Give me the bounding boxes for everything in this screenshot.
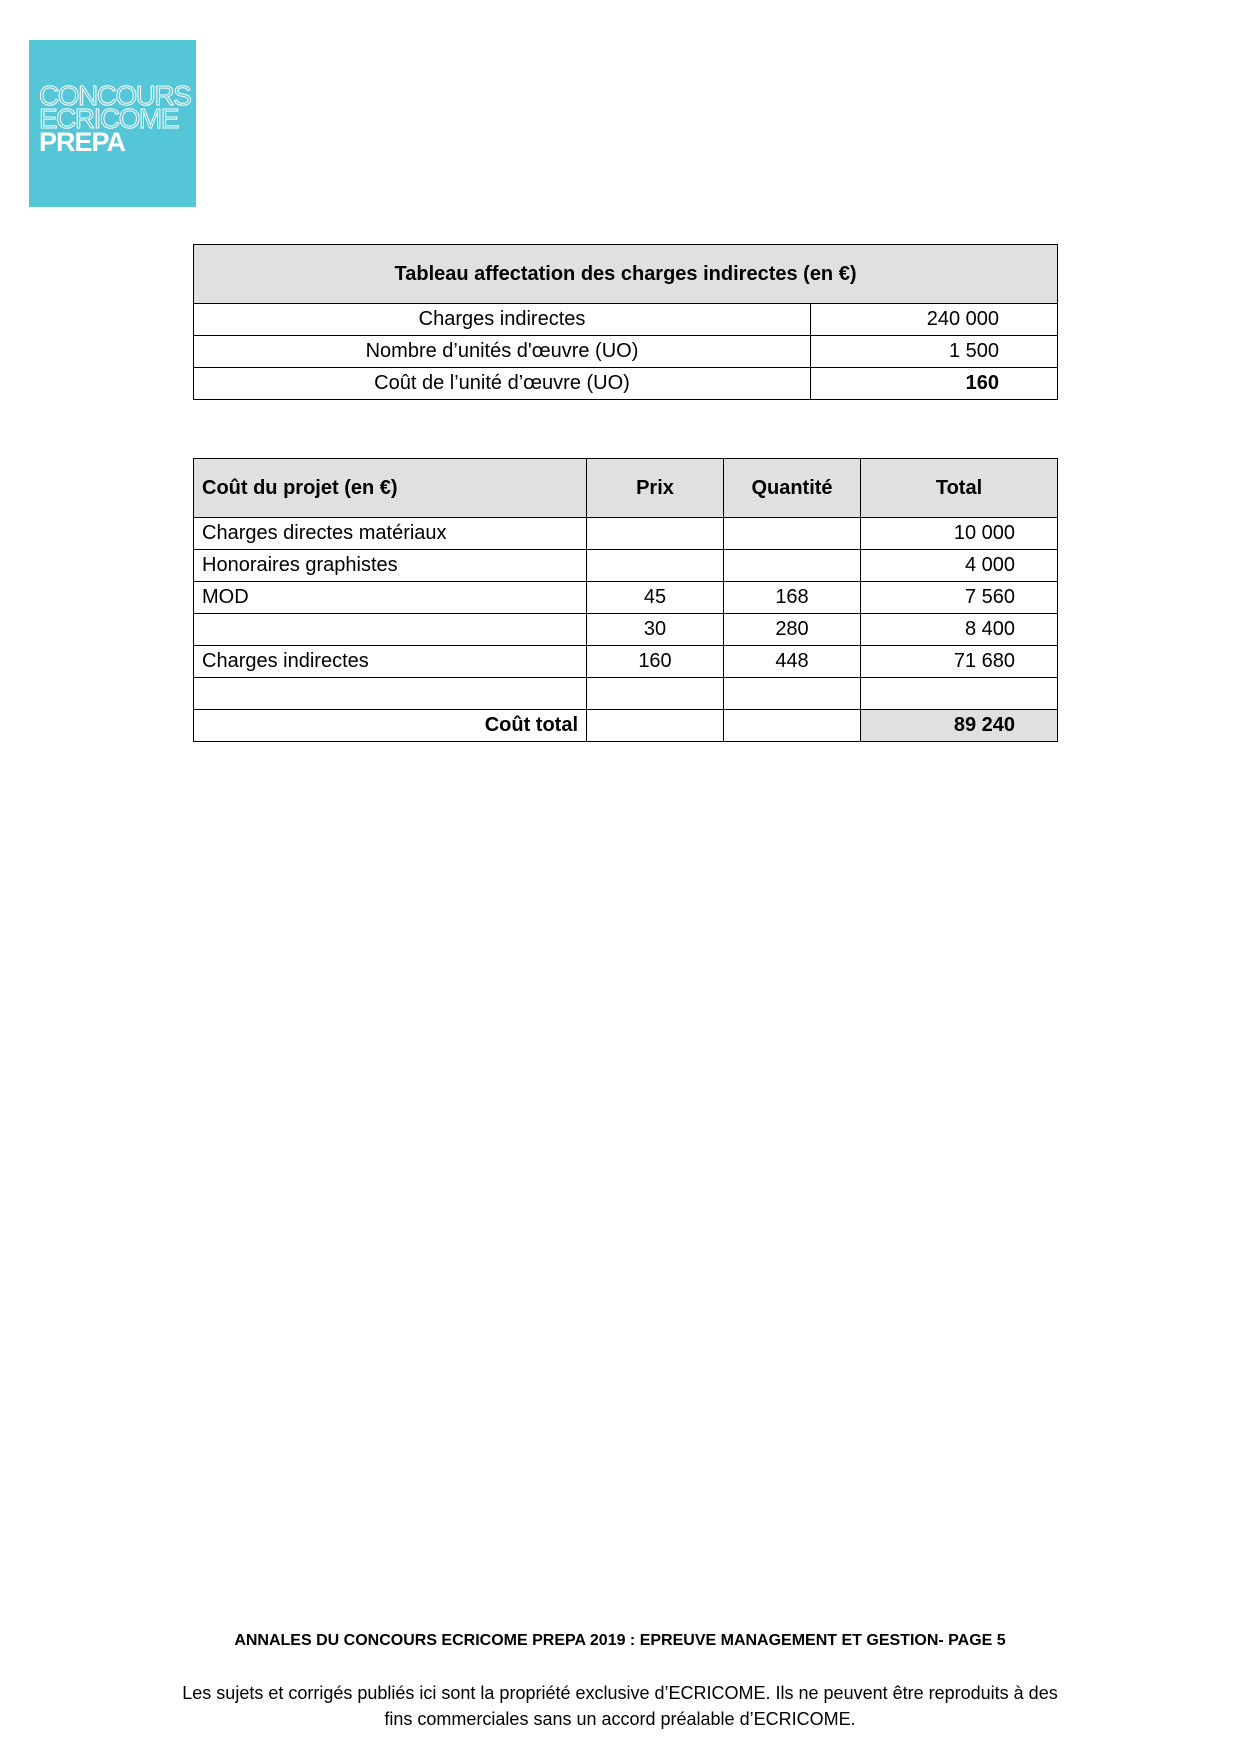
header-quantite: Quantité bbox=[724, 459, 861, 518]
row-label: Nombre d’unités d'œuvre (UO) bbox=[194, 336, 811, 368]
total-empty-prix bbox=[587, 710, 724, 742]
row-label: Charges indirectes bbox=[194, 304, 811, 336]
table-row bbox=[194, 304, 1058, 336]
cell-label bbox=[194, 678, 587, 710]
cell-prix: 30 bbox=[587, 614, 724, 646]
header-label: Coût du projet (en €) bbox=[194, 459, 587, 518]
cell-quantite: 448 bbox=[724, 646, 861, 678]
table-row bbox=[194, 646, 1058, 678]
cell-prix bbox=[587, 678, 724, 710]
total-label: Coût total bbox=[194, 710, 587, 742]
project-cost-table bbox=[193, 458, 1058, 742]
cell-quantite bbox=[724, 678, 861, 710]
cell-label: Charges indirectes bbox=[194, 646, 587, 678]
footer-note-line: Les sujets et corrigés publiés ici sont la propriété exclusive d’ECRICOME. Ils ne peuvent être reproduits à des bbox=[182, 1683, 1058, 1703]
table-row bbox=[194, 368, 1058, 400]
logo-line-ecricome: ECRICOME bbox=[39, 103, 178, 134]
cell-total bbox=[861, 678, 1058, 710]
cell-total: 7 560 bbox=[861, 582, 1058, 614]
footer-copyright-note bbox=[140, 1680, 1100, 1732]
indirect-charges-table-title: Tableau affectation des charges indirectes (en €) bbox=[194, 245, 1058, 304]
table-row bbox=[194, 614, 1058, 646]
cell-total: 10 000 bbox=[861, 518, 1058, 550]
row-value: 160 bbox=[811, 368, 1058, 400]
cell-prix bbox=[587, 518, 724, 550]
cell-label bbox=[194, 614, 587, 646]
cell-label: Honoraires graphistes bbox=[194, 550, 587, 582]
cell-total: 4 000 bbox=[861, 550, 1058, 582]
table-row bbox=[194, 582, 1058, 614]
footer-note-line: fins commerciales sans un accord préalable d’ECRICOME. bbox=[384, 1709, 856, 1729]
header-prix: Prix bbox=[587, 459, 724, 518]
table-row bbox=[194, 336, 1058, 368]
cell-quantite: 168 bbox=[724, 582, 861, 614]
cell-quantite bbox=[724, 550, 861, 582]
row-value: 1 500 bbox=[811, 336, 1058, 368]
cell-label: Charges directes matériaux bbox=[194, 518, 587, 550]
header-total: Total bbox=[861, 459, 1058, 518]
table-row bbox=[194, 518, 1058, 550]
total-empty-quantite bbox=[724, 710, 861, 742]
cell-quantite bbox=[724, 518, 861, 550]
cell-total: 8 400 bbox=[861, 614, 1058, 646]
cell-prix: 160 bbox=[587, 646, 724, 678]
total-row bbox=[194, 710, 1058, 742]
table-header-row bbox=[194, 459, 1058, 518]
logo-line-prepa: PREPA bbox=[39, 127, 126, 157]
cell-total: 71 680 bbox=[861, 646, 1058, 678]
logo-line-concours: CONCOURS bbox=[39, 80, 191, 111]
cell-quantite: 280 bbox=[724, 614, 861, 646]
row-value: 240 000 bbox=[811, 304, 1058, 336]
cell-prix: 45 bbox=[587, 582, 724, 614]
total-value: 89 240 bbox=[861, 710, 1058, 742]
table-row bbox=[194, 550, 1058, 582]
cell-label: MOD bbox=[194, 582, 587, 614]
footer-title: ANNALES DU CONCOURS ECRICOME PREPA 2019 : EPREUVE MANAGEMENT ET GESTION- PAGE 5 bbox=[234, 1632, 1006, 1649]
ecricome-logo bbox=[29, 40, 196, 207]
table-row bbox=[194, 678, 1058, 710]
cell-prix bbox=[587, 550, 724, 582]
indirect-charges-table bbox=[193, 244, 1058, 400]
row-label: Coût de l’unité d’œuvre (UO) bbox=[194, 368, 811, 400]
